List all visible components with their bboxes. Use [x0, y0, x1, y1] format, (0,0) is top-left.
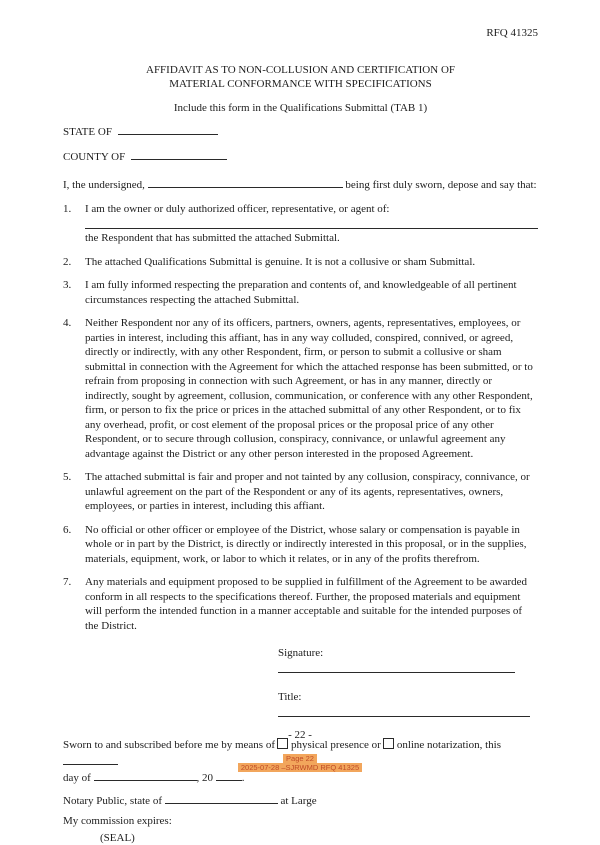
undersigned-row	[63, 176, 538, 193]
notary-suffix: at Large	[280, 795, 316, 807]
respondent-name-blank[interactable]	[85, 216, 538, 229]
item-3-number: 3.	[63, 278, 85, 307]
title-line-2: MATERIAL CONFORMANCE WITH SPECIFICATIONS	[63, 77, 538, 92]
title-blank[interactable]	[278, 705, 530, 717]
list-item-7	[63, 575, 538, 633]
item-7-number: 7.	[63, 575, 85, 633]
item-3-text: I am fully informed respecting the preparation and contents of, and knowledgeable of all pertinent circumstances respecting the attached Submittal.	[85, 278, 538, 307]
rfq-number: RFQ 41325	[63, 26, 538, 41]
commission-expires-label: My commission expires:	[63, 814, 538, 829]
list-item-1	[63, 202, 538, 246]
sworn-option-online: online notarization, this	[397, 739, 501, 751]
item-1-text: I am the owner or duly authorized officer, representative, or agent of:	[85, 203, 389, 215]
county-of-label: COUNTY OF	[63, 151, 125, 163]
footer-stamp	[0, 754, 600, 772]
item-1-after-text: the Respondent that has submitted the attached Submittal.	[85, 231, 538, 246]
sworn-option-physical: physical presence or	[291, 739, 381, 751]
list-item-2	[63, 255, 538, 270]
item-4-text: Neither Respondent nor any of its officers, partners, owners, agents, representatives, employees, or parties in interest, including this affiant, has in any way colluded, conspired, connived, or agreed, directly or indirectly, with any other Respondent, firm, or person to submit a collusive or sham submittal in connection with the Agreement for which the attached response has been submitted, or to refrain from proposing in connection with such Agreement, or has in any manner, directly or indirectly, sought by agreement, collusion, communication, or conference with any other Respondent, firm, or person to fix the price or prices in the attached submittal of any other Respondent, or to fix any overhead, profit, or cost element of the proposal prices or the proposal price of any other Respondent, or to secure through collusion, conspiracy, connivance, or unlawful agreement any advantage against the District or any other person interested in the proposed Agreement.	[85, 316, 538, 461]
signature-row	[278, 646, 538, 677]
sworn-end-period: .	[242, 772, 245, 784]
title-line-1: AFFIDAVIT AS TO NON-COLLUSION AND CERTIFICATION OF	[63, 63, 538, 78]
title-row	[278, 690, 538, 721]
notary-row	[63, 792, 538, 809]
page-number: - 22 -	[0, 728, 600, 743]
county-of-blank[interactable]	[131, 148, 227, 160]
state-of-blank[interactable]	[118, 123, 218, 135]
item-1-number: 1.	[63, 202, 85, 246]
signature-label: Signature:	[278, 647, 323, 659]
item-7-text: Any materials and equipment proposed to be supplied in fulfillment of the Agreement to be awarded conform in all respects to the specifications thereof. Further, the proposed materials and equipment will perform the intended function in a manner acceptable and suitable for the intended purposes of the District.	[85, 575, 538, 633]
sworn-prefix: Sworn to and subscribed before me by means of	[63, 739, 275, 751]
item-6-number: 6.	[63, 523, 85, 567]
county-of-row	[63, 148, 538, 165]
item-5-number: 5.	[63, 470, 85, 514]
list-item-5	[63, 470, 538, 514]
list-item-3	[63, 278, 538, 307]
notary-prefix: Notary Public, state of	[63, 795, 162, 807]
undersigned-suffix: being first duly sworn, depose and say that:	[345, 179, 536, 191]
sworn-day-label: day of	[63, 772, 91, 784]
sworn-year-label: , 20	[197, 772, 214, 784]
notary-state-blank[interactable]	[165, 792, 278, 804]
item-2-number: 2.	[63, 255, 85, 270]
list-item-6	[63, 523, 538, 567]
item-5-text: The attached submittal is fair and proper and not tainted by any collusion, conspiracy, connivance, or unlawful agreement on the part of the Respondent or any of its agents, representatives, owners, employees, or parties in interest, including this affiant.	[85, 470, 538, 514]
footer-stamp-reference: 2025-07-28 –SJRWMD RFQ 41325	[238, 763, 362, 772]
list-item-4	[63, 316, 538, 461]
document-title	[63, 63, 538, 92]
state-of-row	[63, 123, 538, 140]
document-subtitle: Include this form in the Qualifications Submittal (TAB 1)	[63, 101, 538, 116]
signature-blank[interactable]	[278, 661, 515, 673]
state-of-label: STATE OF	[63, 126, 112, 138]
title-label: Title:	[278, 691, 301, 703]
item-2-text: The attached Qualifications Submittal is genuine. It is not a collusive or sham Submittal.	[85, 255, 538, 270]
item-6-text: No official or other officer or employee of the District, whose salary or compensation is payable in whole or in part by the District, is directly or indirectly interested in this proposal, or in the supplies, materials, equipment, work, or labor to which it relates, or in any of the profits therefrom.	[85, 523, 538, 567]
seal-label: (SEAL)	[63, 831, 538, 845]
undersigned-prefix: I, the undersigned,	[63, 179, 145, 191]
undersigned-name-blank[interactable]	[148, 176, 343, 188]
affidavit-items	[63, 202, 538, 634]
footer-stamp-page: Page 22	[283, 754, 317, 763]
item-4-number: 4.	[63, 316, 85, 461]
